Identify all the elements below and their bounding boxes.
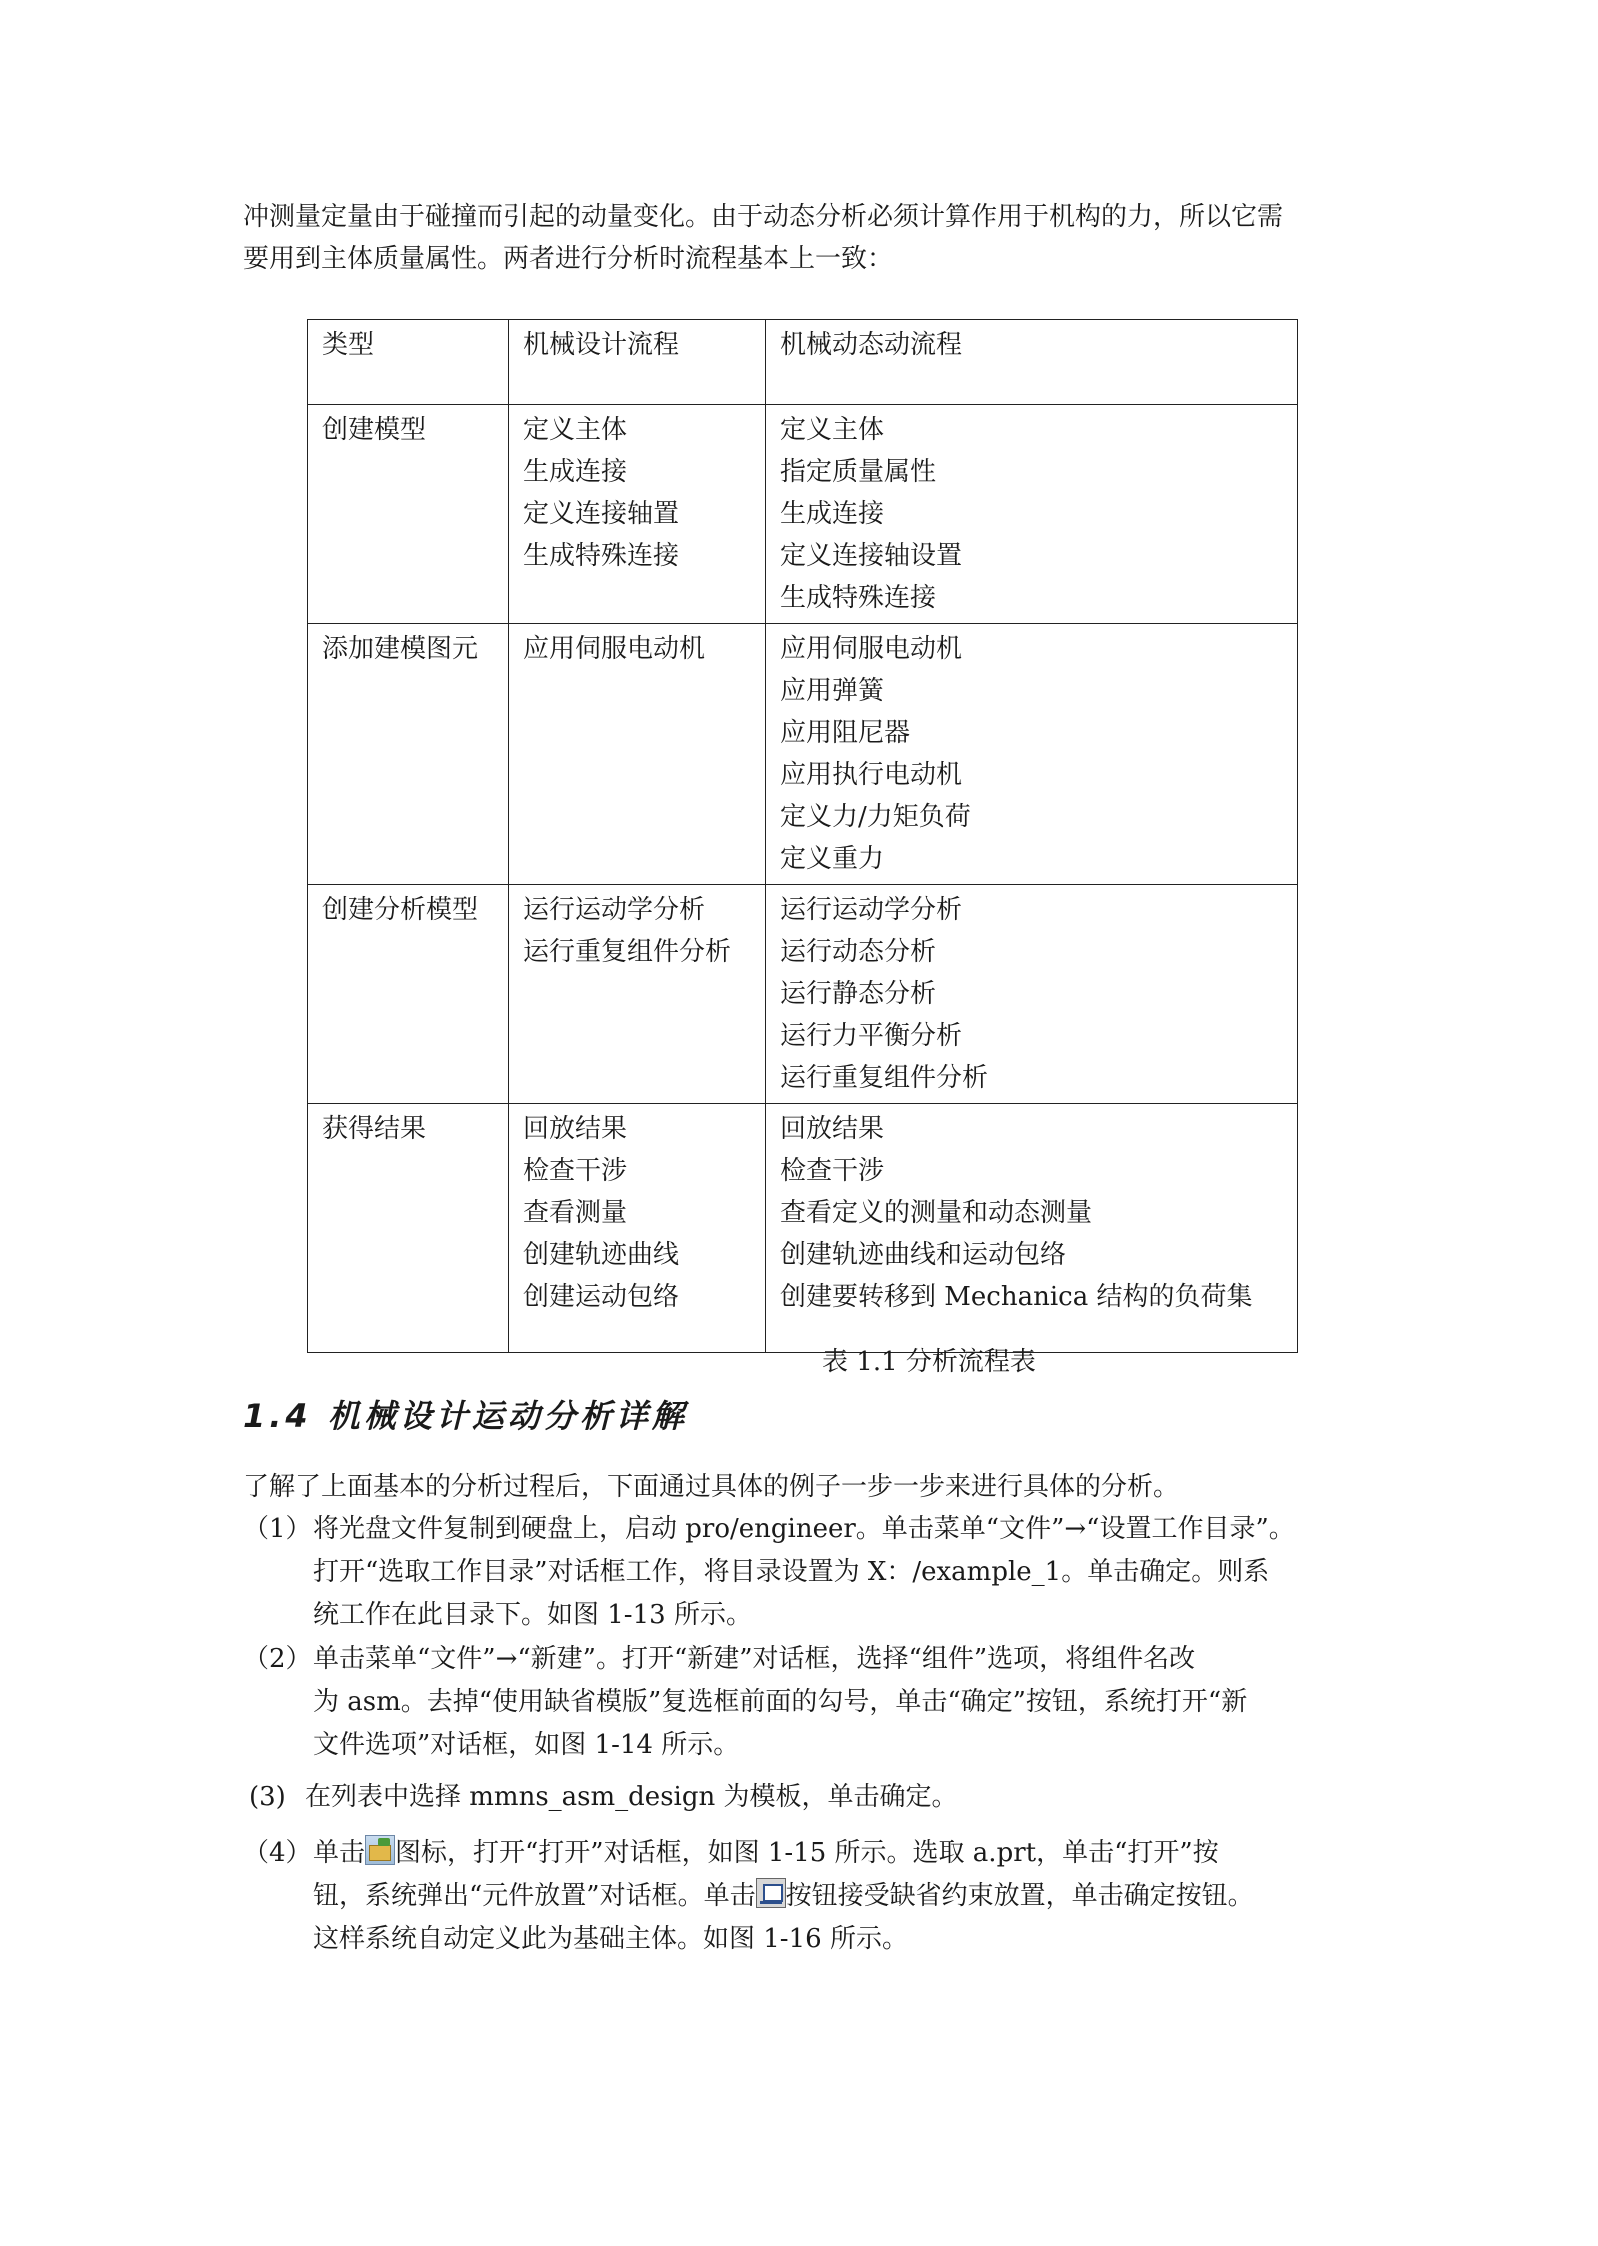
cell-line: 生成连接 (523, 457, 628, 487)
cell-design (509, 1104, 766, 1353)
header-cell-design: 机械设计流程 (509, 320, 766, 405)
step-line: 打开“选取工作目录”对话框工作，将目录设置为 X：/example_1。单击确定。则系 (313, 1557, 1270, 1587)
cell-line: 运行重复组件分析 (523, 937, 732, 967)
cell-line: 应用弹簧 (780, 676, 885, 706)
cell-line: 应用执行电动机 (780, 760, 963, 790)
cell-line: 定义连接轴设置 (780, 541, 963, 571)
table-row (308, 1104, 1298, 1353)
cell-design (509, 885, 766, 1104)
open-file-icon[interactable] (365, 1835, 395, 1865)
cell-line: 生成连接 (780, 499, 885, 529)
intro-line: 要用到主体质量属性。两者进行分析时流程基本上一致： (243, 244, 894, 274)
intro-line: 冲测量定量由于碰撞而引起的动量变化。由于动态分析必须计算作用于机构的力，所以它需 (243, 202, 1284, 232)
table-row (308, 885, 1298, 1104)
cell-line: 运行重复组件分析 (780, 1063, 989, 1093)
cell-line: 应用阻尼器 (780, 718, 911, 748)
cell-line: 运行运动学分析 (780, 895, 963, 925)
cell-line: 生成特殊连接 (780, 583, 937, 613)
cell-type: 创建模型 (308, 405, 509, 624)
cell-line: 检查干涉 (523, 1156, 628, 1186)
step-1 (243, 1508, 1373, 1637)
intro-paragraph (243, 196, 1363, 280)
cell-line: 定义主体 (523, 415, 628, 445)
table-header-row (308, 320, 1298, 405)
cell-line: 查看测量 (523, 1198, 628, 1228)
cell-line: 运行力平衡分析 (780, 1021, 963, 1051)
step-line: 文件选项”对话框，如图 1-14 所示。 (313, 1730, 740, 1760)
cell-line: 定义力/力矩负荷 (780, 802, 971, 832)
cell-line: 创建轨迹曲线 (523, 1240, 680, 1270)
cell-line: 定义重力 (780, 844, 885, 874)
cell-dynamic (766, 624, 1298, 885)
step-2 (243, 1638, 1373, 1767)
step-text: 钮，系统弹出“元件放置”对话框。单击 (313, 1881, 756, 1911)
table-row (308, 405, 1298, 624)
cell-type: 创建分析模型 (308, 885, 509, 1104)
cell-line: 定义主体 (780, 415, 885, 445)
cell-line: 应用伺服电动机 (780, 634, 963, 664)
step-line: 统工作在此目录下。如图 1-13 所示。 (313, 1600, 752, 1630)
step-label: （4） (243, 1838, 312, 1868)
step-line: 单击菜单“文件”→“新建”。打开“新建”对话框，选择“组件”选项，将组件名改 (313, 1644, 1196, 1674)
lead-paragraph: 了解了上面基本的分析过程后，下面通过具体的例子一步一步来进行具体的分析。 (243, 1472, 1180, 1502)
table-caption-text: 表 1.1 分析流程表 (822, 1347, 1036, 1377)
cell-line: 查看定义的测量和动态测量 (780, 1198, 1093, 1228)
default-placement-icon[interactable] (756, 1878, 786, 1908)
step-text: 图标，打开“打开”对话框，如图 1-15 所示。选取 a.prt，单击“打开”按 (395, 1838, 1219, 1868)
cell-line: 运行静态分析 (780, 979, 937, 1009)
cell-dynamic (766, 405, 1298, 624)
section-number: 1.4 (243, 1397, 312, 1435)
cell-line: 创建轨迹曲线和运动包络 (780, 1240, 1067, 1270)
step-3 (243, 1776, 1373, 1819)
step-label: （1） (243, 1514, 312, 1544)
cell-type: 添加建模图元 (308, 624, 509, 885)
section-title: 机械设计运动分析详解 (327, 1397, 688, 1435)
cell-line: 指定质量属性 (780, 457, 937, 487)
table-row (308, 624, 1298, 885)
step-line (243, 1832, 1373, 1875)
header-cell-type: 类型 (308, 320, 509, 405)
cell-line: 回放结果 (523, 1114, 628, 1144)
cell-line: 生成特殊连接 (523, 541, 680, 571)
header-cell-dynamic: 机械动态动流程 (766, 320, 1298, 405)
cell-dynamic (766, 885, 1298, 1104)
table-caption (0, 1342, 1598, 1382)
cell-line: 运行运动学分析 (523, 895, 706, 925)
cell-line: 运行动态分析 (780, 937, 937, 967)
cell-line: 应用伺服电动机 (523, 634, 706, 664)
step-line (243, 1875, 1373, 1918)
cell-line: 创建运动包络 (523, 1282, 680, 1312)
cell-type: 获得结果 (308, 1104, 509, 1353)
cell-line: 检查干涉 (780, 1156, 885, 1186)
section-heading (243, 1394, 688, 1438)
analysis-flow-table (307, 319, 1298, 1353)
cell-design (509, 624, 766, 885)
cell-dynamic (766, 1104, 1298, 1353)
step-line: 为 asm。去掉“使用缺省模版”复选框前面的勾号，单击“确定”按钮，系统打开“新 (313, 1687, 1248, 1717)
step-text: 单击 (313, 1838, 366, 1868)
cell-design (509, 405, 766, 624)
step-line: 这样系统自动定义此为基础主体。如图 1-16 所示。 (313, 1924, 908, 1954)
step-line: 将光盘文件复制到硬盘上，启动 pro/engineer。单击菜单“文件”→“设置工作目录”。 (313, 1514, 1295, 1544)
cell-line: 回放结果 (780, 1114, 885, 1144)
step-label: (3) (249, 1782, 286, 1812)
cell-line: 创建要转移到 Mechanica 结构的负荷集 (780, 1282, 1253, 1312)
step-label: （2） (243, 1644, 312, 1674)
step-text: 按钮接受缺省约束放置，单击确定按钮。 (785, 1881, 1254, 1911)
step-4 (243, 1832, 1373, 1961)
step-line: 在列表中选择 mmns_asm_design 为模板，单击确定。 (305, 1782, 958, 1812)
cell-line: 定义连接轴置 (523, 499, 680, 529)
